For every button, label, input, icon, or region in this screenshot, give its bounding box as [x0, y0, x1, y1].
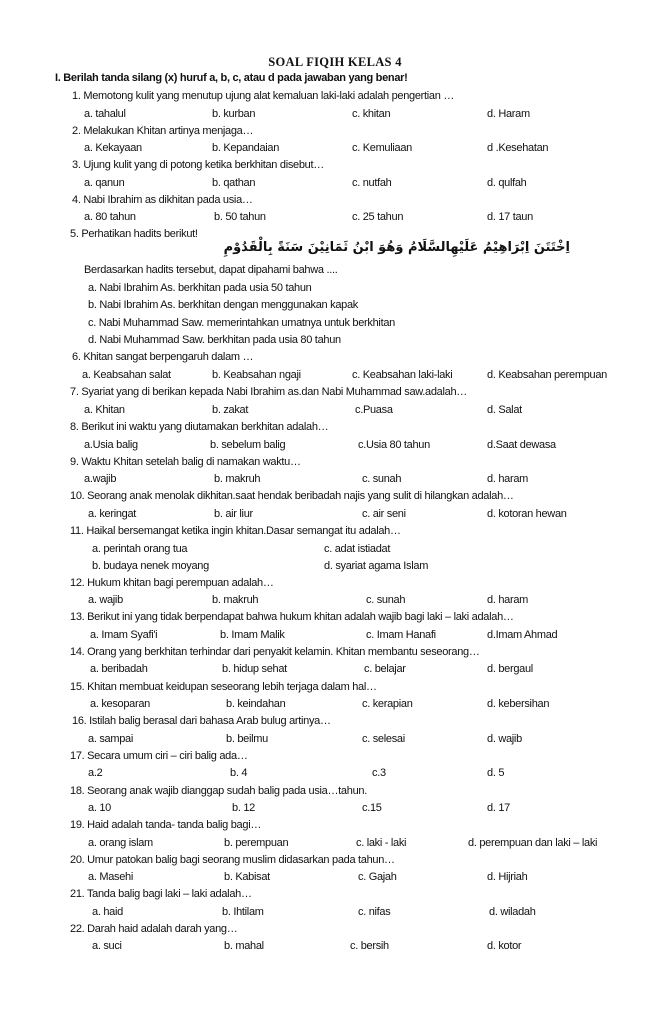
q18-option-b: b. 12 — [232, 802, 255, 814]
q10-option-c: c. air seni — [362, 508, 406, 520]
question-6: 6. Khitan sangat berpengaruh dalam … — [72, 351, 254, 363]
q5-option-b: b. Nabi Ibrahim As. berkhitan dengan menggunakan kapak — [88, 299, 358, 311]
q21-option-c: c. nifas — [358, 906, 391, 918]
q14-option-b: b. hidup sehat — [222, 663, 287, 675]
q22-option-b: b. mahal — [224, 940, 264, 952]
q3-option-c: c. nutfah — [352, 177, 392, 189]
q15-option-a: a. kesoparan — [90, 698, 150, 710]
q10-option-a: a. keringat — [88, 508, 137, 520]
q19-option-b: b. perempuan — [224, 837, 289, 849]
q18-option-d: d. 17 — [487, 802, 510, 814]
q1-option-d: d. Haram — [487, 108, 530, 120]
question-3: 3. Ujung kulit yang di potong ketika berkhitan disebut… — [72, 159, 324, 171]
q2-option-b: b. Kepandaian — [212, 142, 280, 154]
q20-option-d: d. Hijriah — [487, 871, 528, 883]
q5-option-c: c. Nabi Muhammad Saw. memerintahkan umatnya untuk berkhitan — [88, 317, 395, 329]
q17-option-d: d. 5 — [487, 767, 505, 779]
q1-option-c: c. khitan — [352, 108, 391, 120]
q14-option-a: a. beribadah — [90, 663, 148, 675]
q9-option-c: c. sunah — [362, 473, 402, 485]
question-1: 1. Memotong kulit yang menutup ujung alat kemaluan laki-laki adalah pengertian … — [72, 90, 455, 102]
q15-option-d: d. kebersihan — [487, 698, 550, 710]
q13-option-b: b. Imam Malik — [220, 629, 285, 641]
question-22: 22. Darah haid adalah darah yang… — [70, 923, 238, 935]
q9-option-a: a.wajib — [84, 473, 117, 485]
question-7: 7. Syariat yang di berikan kepada Nabi Ibrahim as.dan Nabi Muhammad saw.adalah… — [70, 386, 467, 398]
q16-option-a: a. sampai — [88, 733, 133, 745]
question-14: 14. Orang yang berkhitan terhindar dari penyakit kelamin. Khitan membantu seseorang… — [70, 646, 480, 658]
q16-option-b: b. beilmu — [226, 733, 268, 745]
q8-option-b: b. sebelum balig — [210, 439, 286, 451]
q19-option-c: c. laki - laki — [356, 837, 407, 849]
q16-option-d: d. wajib — [487, 733, 522, 745]
q13-option-d: d.Imam Ahmad — [487, 629, 558, 641]
q13-option-a: a. Imam Syafi'i — [90, 629, 158, 641]
page-title: SOAL FIQIH KELAS 4 — [268, 55, 402, 69]
question-8: 8. Berikut ini waktu yang diutamakan berkhitan adalah… — [70, 421, 329, 433]
q10-option-b: b. air liur — [214, 508, 253, 520]
q3-option-d: d. qulfah — [487, 177, 527, 189]
q17-option-b: b. 4 — [230, 767, 248, 779]
q6-option-d: d. Keabsahan perempuan — [487, 369, 607, 381]
q20-option-a: a. Masehi — [88, 871, 133, 883]
question-2: 2. Melakukan Khitan artinya menjaga… — [72, 125, 254, 137]
instruction: I. Berilah tanda silang (x) huruf a, b, c, atau d pada jawaban yang benar! — [55, 72, 408, 84]
q4-option-c: c. 25 tahun — [352, 211, 404, 223]
question-17: 17. Secara umum ciri – ciri balig ada… — [70, 750, 248, 762]
q5-lead: Berdasarkan hadits tersebut, dapat dipahami bahwa .... — [84, 264, 338, 276]
q21-option-b: b. Ihtilam — [222, 906, 264, 918]
q11-option-b: b. budaya nenek moyang — [92, 560, 209, 572]
q8-option-d: d.Saat dewasa — [487, 439, 556, 451]
q12-option-b: b. makruh — [212, 594, 259, 606]
question-11: 11. Haikal bersemangat ketika ingin khitan.Dasar semangat itu adalah… — [70, 525, 401, 537]
question-19: 19. Haid adalah tanda- tanda balig bagi… — [70, 819, 262, 831]
q2-option-a: a. Kekayaan — [84, 142, 142, 154]
q22-option-d: d. kotor — [487, 940, 522, 952]
q9-option-b: b. makruh — [214, 473, 261, 485]
q11-option-c: c. adat istiadat — [324, 543, 391, 555]
question-16: 16. Istilah balig berasal dari bahasa Arab bulug artinya… — [72, 715, 331, 727]
question-15: 15. Khitan membuat keidupan seseorang lebih terjaga dalam hal… — [70, 681, 377, 693]
q7-option-b: b. zakat — [212, 404, 249, 416]
q20-option-c: c. Gajah — [358, 871, 397, 883]
question-10: 10. Seorang anak menolak dikhitan.saat hendak beribadah najis yang sulit di hilangkan adalah… — [70, 490, 514, 502]
q7-option-d: d. Salat — [487, 404, 522, 416]
hadith-arabic-text: اِخْتَتَنَ اِبْرَاهِيْمُ عَلَيْهِالسَّلَامُ وَهُوَ ابْنُ ثَمَانِيْنَ سَنَةً بِالْقَدُوْمِ — [223, 240, 570, 255]
q5-option-d: d. Nabi Muhammad Saw. berkhitan pada usia 80 tahun — [88, 334, 341, 346]
q17-option-c: c.3 — [372, 767, 386, 779]
q19-option-a: a. orang islam — [88, 837, 153, 849]
q6-option-c: c. Keabsahan laki-laki — [352, 369, 453, 381]
q12-option-c: c. sunah — [366, 594, 406, 606]
q13-option-c: c. Imam Hanafi — [366, 629, 436, 641]
q9-option-d: d. haram — [487, 473, 529, 485]
question-13: 13. Berikut ini yang tidak berpendapat bahwa hukum khitan adalah wajib bagi laki – laki adalah… — [70, 611, 514, 623]
q6-option-a: a. Keabsahan salat — [82, 369, 171, 381]
question-12: 12. Hukum khitan bagi perempuan adalah… — [70, 577, 274, 589]
q8-option-a: a.Usia balig — [84, 439, 138, 451]
q15-option-c: c. kerapian — [362, 698, 413, 710]
question-18: 18. Seorang anak wajib dianggap sudah balig pada usia…tahun. — [70, 785, 367, 797]
q17-option-a: a.2 — [88, 767, 103, 779]
q22-option-c: c. bersih — [350, 940, 389, 952]
question-20: 20. Umur patokan balig bagi seorang muslim didasarkan pada tahun… — [70, 854, 395, 866]
q4-option-d: d. 17 taun — [487, 211, 533, 223]
q4-option-a: a. 80 tahun — [84, 211, 136, 223]
question-4: 4. Nabi Ibrahim as dikhitan pada usia… — [72, 194, 253, 206]
q14-option-d: d. bergaul — [487, 663, 533, 675]
question-21: 21. Tanda balig bagi laki – laki adalah… — [70, 888, 252, 900]
q16-option-c: c. selesai — [362, 733, 405, 745]
q22-option-a: a. suci — [92, 940, 122, 952]
q21-option-a: a. haid — [92, 906, 123, 918]
q18-option-a: a. 10 — [88, 802, 111, 814]
q12-option-d: d. haram — [487, 594, 529, 606]
q14-option-c: c. belajar — [364, 663, 406, 675]
q4-option-b: b. 50 tahun — [214, 211, 266, 223]
q18-option-c: c.15 — [362, 802, 382, 814]
q2-option-c: c. Kemuliaan — [352, 142, 412, 154]
question-9: 9. Waktu Khitan setelah balig di namakan waktu… — [70, 456, 301, 468]
q1-option-a: a. tahalul — [84, 108, 126, 120]
q2-option-d: d .Kesehatan — [487, 142, 549, 154]
q1-option-b: b. kurban — [212, 108, 256, 120]
q7-option-a: a. Khitan — [84, 404, 125, 416]
q20-option-b: b. Kabisat — [224, 871, 270, 883]
q21-option-d: d. wiladah — [489, 906, 536, 918]
q6-option-b: b. Keabsahan ngaji — [212, 369, 301, 381]
q15-option-b: b. keindahan — [226, 698, 286, 710]
q5-option-a: a. Nabi Ibrahim As. berkhitan pada usia 50 tahun — [88, 282, 312, 294]
q11-option-d: d. syariat agama Islam — [324, 560, 429, 572]
q12-option-a: a. wajib — [88, 594, 123, 606]
q10-option-d: d. kotoran hewan — [487, 508, 567, 520]
q3-option-b: b. qathan — [212, 177, 256, 189]
q11-option-a: a. perintah orang tua — [92, 543, 188, 555]
q19-option-d: d. perempuan dan laki – laki — [468, 837, 598, 849]
q3-option-a: a. qanun — [84, 177, 125, 189]
q7-option-c: c.Puasa — [355, 404, 393, 416]
question-5: 5. Perhatikan hadits berikut! — [70, 228, 198, 240]
q8-option-c: c.Usia 80 tahun — [358, 439, 430, 451]
